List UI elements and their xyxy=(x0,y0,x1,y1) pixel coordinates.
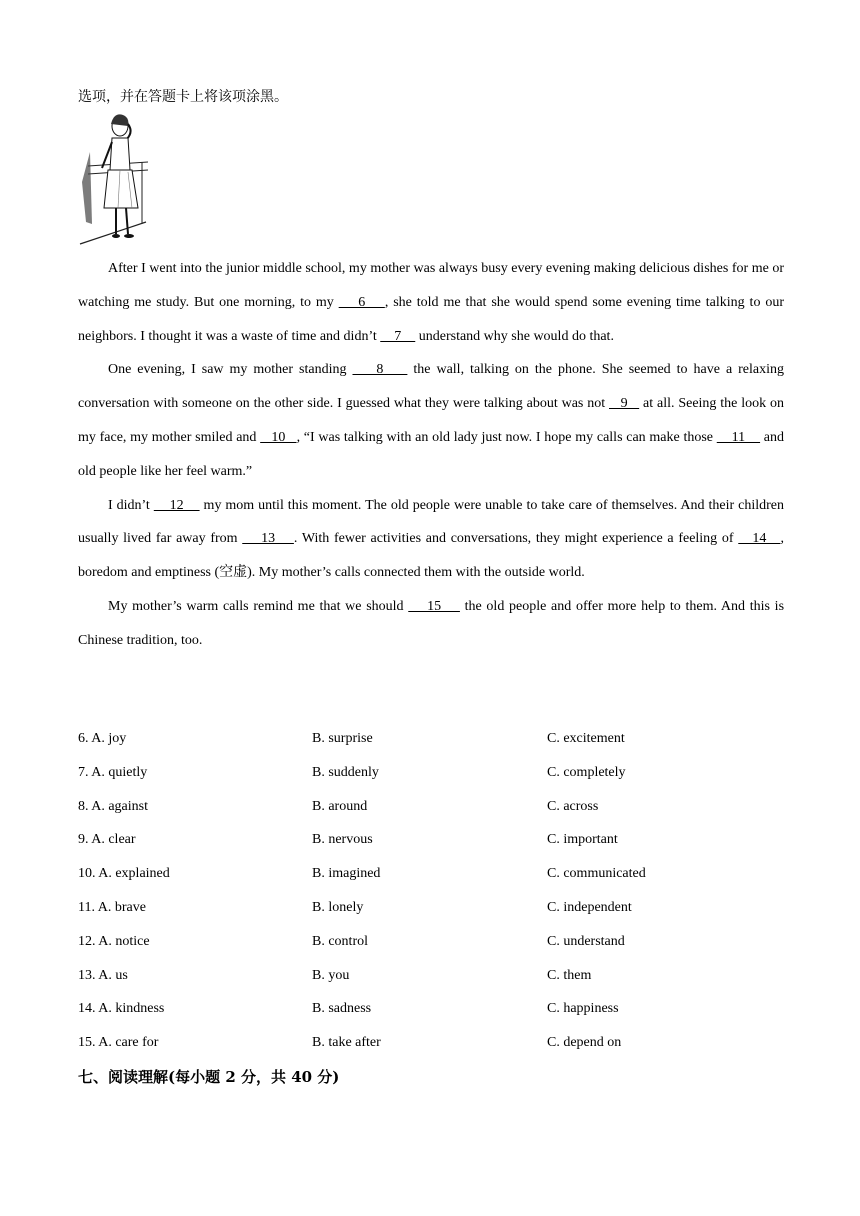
option-choice-c: C. independent xyxy=(547,899,632,915)
option-choice-a: 9. A. clear xyxy=(78,832,136,848)
option-choice-a: 8. A. against xyxy=(78,798,148,814)
answer-blank: 6 xyxy=(338,294,385,310)
option-choice-a: 13. A. us xyxy=(78,967,128,983)
answer-blank: 10 xyxy=(260,429,297,445)
option-choice-a: 7. A. quietly xyxy=(78,764,148,780)
option-choice-a: 6. A. joy xyxy=(78,731,127,746)
answer-blank: 12 xyxy=(153,497,200,513)
option-choice-c: C. across xyxy=(547,798,599,814)
answer-blank: 7 xyxy=(380,328,416,344)
instruction-text: 选项，并在答题卡上将该项涂黑。 xyxy=(78,89,288,105)
option-choice-c: C. happiness xyxy=(547,1001,619,1017)
option-choice-b: B. surprise xyxy=(312,731,373,746)
option-choice-b: B. suddenly xyxy=(312,764,379,780)
option-row xyxy=(78,756,784,790)
option-choice-a: 11. A. brave xyxy=(78,899,146,915)
answer-blank: 13 xyxy=(242,531,294,547)
answer-blank: 9 xyxy=(609,396,640,412)
section-heading: 七、阅读理解(每小题 2 分，共 40 分) xyxy=(78,1068,340,1086)
option-choice-c: C. understand xyxy=(547,933,625,949)
option-choice-c: C. excitement xyxy=(547,731,625,746)
answer-blank: 15 xyxy=(408,598,460,614)
option-choice-c: C. completely xyxy=(547,764,626,780)
passage-paragraph: I didn’t 12 my mom until this moment. The old people were unable to take care of themselves. And their children usually lived far away from 13 . With fewer activities and conversations, they might experience a feeling of 14 , boredom and emptiness (空虚). My mother’s calls connected them with the outside world. xyxy=(78,497,784,581)
option-choice-c: C. communicated xyxy=(547,866,646,882)
answer-blank: 8 xyxy=(352,362,408,378)
option-choice-c: C. depend on xyxy=(547,1035,622,1051)
option-choice-b: B. nervous xyxy=(312,832,373,848)
option-choice-c: C. important xyxy=(547,832,618,848)
cloze-passage xyxy=(78,252,784,658)
option-row xyxy=(78,891,784,925)
option-choice-b: B. control xyxy=(312,933,368,949)
option-row xyxy=(78,959,784,993)
option-choice-a: 10. A. explained xyxy=(78,866,170,882)
option-row xyxy=(78,857,784,891)
option-row xyxy=(78,790,784,824)
passage-paragraph: After I went into the junior middle school, my mother was always busy every evening making delicious dishes for me or watching me study. But one morning, to my 6 , she told me that she would spend some evening time talking to our neighbors. I thought it was a waste of time and didn’t 7 understand why she would do that. xyxy=(78,261,784,344)
woman-on-phone-illustration xyxy=(78,112,148,246)
option-row xyxy=(78,992,784,1026)
option-row xyxy=(78,722,784,756)
option-choice-b: B. sadness xyxy=(312,1001,372,1017)
option-choice-b: B. lonely xyxy=(312,899,364,915)
option-choice-b: B. you xyxy=(312,967,350,983)
option-choice-b: B. imagined xyxy=(312,866,381,882)
answer-blank: 11 xyxy=(716,429,761,445)
option-row xyxy=(78,1026,784,1060)
option-row xyxy=(78,823,784,857)
option-choice-a: 15. A. care for xyxy=(78,1035,159,1051)
answer-blank: 14 xyxy=(738,531,781,547)
answer-options xyxy=(78,722,784,1060)
option-choice-b: B. around xyxy=(312,798,368,814)
option-choice-a: 12. A. notice xyxy=(78,933,150,949)
option-choice-b: B. take after xyxy=(312,1035,381,1051)
option-choice-a: 14. A. kindness xyxy=(78,1001,165,1017)
passage-paragraph: One evening, I saw my mother standing 8 the wall, talking on the phone. She seemed to have a relaxing conversation with someone on the other side. I guessed what they were talking about was not 9 at all. Seeing the look on my face, my mother smiled and 10 , “I was talking with an old lady just now. I hope my calls can make those 11 and old people like her feel warm.” xyxy=(78,362,785,479)
passage-paragraph: My mother’s warm calls remind me that we should 15 the old people and offer more help to them. And this is Chinese tradition, too. xyxy=(78,598,785,648)
option-row xyxy=(78,925,784,959)
option-choice-c: C. them xyxy=(547,967,592,983)
